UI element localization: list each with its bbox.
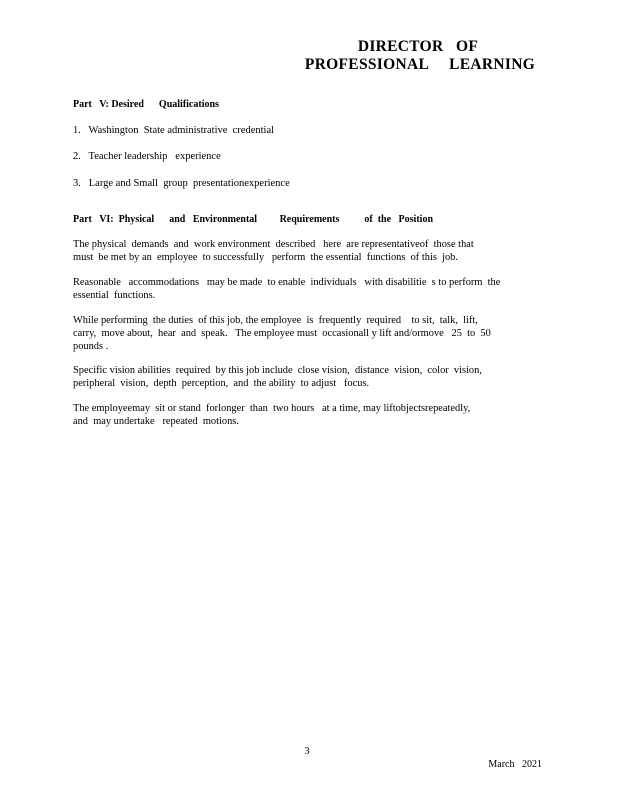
paragraph-line: Reasonable accommodations may be made to enable individuals with disabilitie s to perform the <box>73 277 501 288</box>
qualification-item-2: 2. Teacher leadership experience <box>73 151 221 162</box>
part-v-heading: Part V: Desired Qualifications <box>73 99 219 110</box>
qualification-item-1: 1. Washington State administrative credential <box>73 125 275 136</box>
paragraph-duties <box>73 315 543 353</box>
page-number: 3 <box>304 746 310 757</box>
paragraph-accommodations <box>73 277 543 303</box>
paragraph-line: The employeemay sit or stand forlonger than two hours at a time, may liftobjectsrepeatedly, <box>73 403 471 414</box>
paragraph-sit-stand <box>73 403 543 429</box>
paragraph-line: must be met by an employee to successfully perform the essential functions of this job. <box>73 251 458 263</box>
paragraph-line: Specific vision abilities required by this job include close vision, distance vision, color vision, <box>73 365 482 376</box>
paragraph-line: essential functions. <box>73 289 156 301</box>
paragraph-line: carry, move about, hear and speak. The employee must occasionall y lift and/ormove 25 to 50 <box>73 327 491 339</box>
paragraph-vision <box>73 365 543 391</box>
paragraph-line: and may undertake repeated motions. <box>73 415 239 427</box>
document-title-line-2: PROFESSIONAL LEARNING <box>304 56 536 73</box>
paragraph-line: While performing the duties of this job, the employee is frequently required to sit, talk, lift, <box>73 315 478 326</box>
footer-date: March 2021 <box>488 759 542 770</box>
paragraph-line: The physical demands and work environment described here are representativeof those that <box>73 239 474 250</box>
paragraph-line: pounds . <box>73 340 109 352</box>
document-title-line-1: DIRECTOR OF <box>357 38 479 55</box>
qualification-item-3: 3. Large and Small group presentationexperience <box>73 178 290 189</box>
part-vi-heading: Part VI: Physical and Environmental Requirements of the Position <box>73 214 434 225</box>
paragraph-line: peripheral vision, depth perception, and the ability to adjust focus. <box>73 377 370 389</box>
paragraph-physical-demands <box>73 239 543 265</box>
